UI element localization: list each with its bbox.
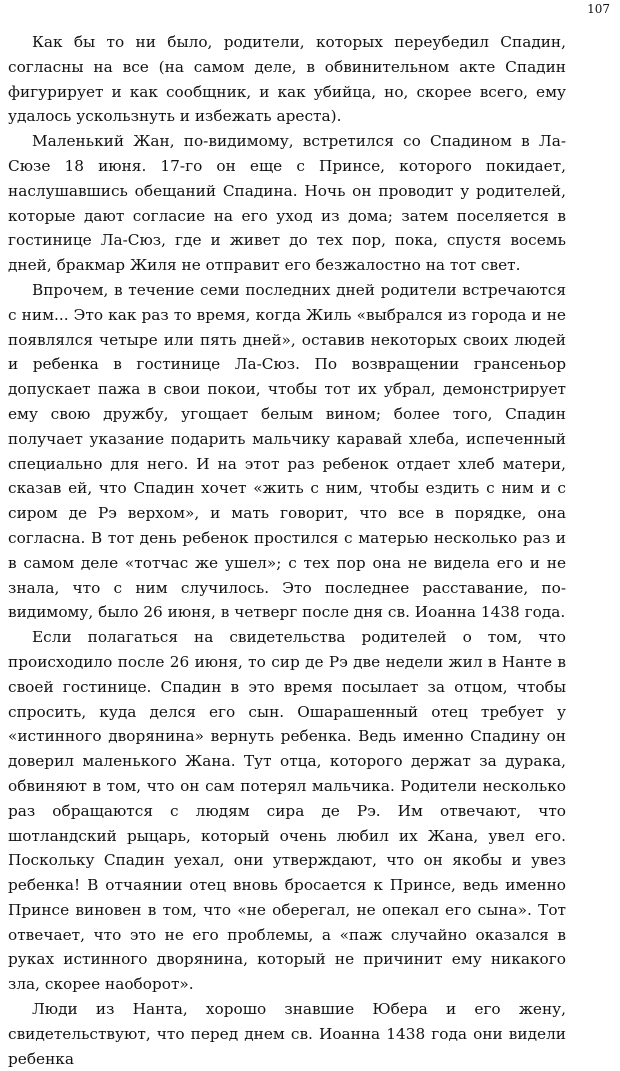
paragraph: Маленький Жан, по-видимому, встретился со Спадином в Ла-Сюзе 18 июня. 17-го он еще с Принсе, которого покидает, наслушавшись обещаний Спадина. Ночь он проводит у родителей, которые дают согласие на его уход из дома; затем поселяется в гостинице Ла-Сюз, где и живет до тех пор, пока, спустя восемь дней, бракмар Жиля не отправит его безжалостно на тот свет. [8, 132, 566, 275]
body-text [8, 30, 566, 1071]
paragraph: Люди из Нанта, хорошо знавшие Юбера и его жену, свидетельствуют, что перед днем св. Иоанна 1438 года они видели ребенка [8, 1000, 566, 1068]
paragraph: Если полагаться на свидетельства родителей о том, что происходило после 26 июня, то сир де Рэ две недели жил в Нанте в своей гостинице. Спадин в это время посылает за отцом, чтобы спросить, куда делся его сын. Ошарашенный отец требует у «истинного дворянина» вернуть ребенка. Ведь именно Спадину он доверил маленького Жана. Тут отца, которого держат за дурака, обвиняют в том, что он сам потерял мальчика. Родители несколько раз обращаются с людям сира де Рэ. Им отвечают, что шотландский рыцарь, который очень любил их Жана, увел его. Поскольку Спадин уехал, они утверждают, что он якобы и увез ребенка! В отчаянии отец вновь бросается к Принсе, ведь именно Принсе виновен в том, что «не оберегал, не опекал его сына». Тот отвечает, что это не его проблемы, а «паж случайно оказался в руках истинного дворянина, который не причинит ему никакого зла, скорее наоборот». [8, 628, 566, 994]
paragraph: Как бы то ни было, родители, которых переубедил Спадин, согласны на все (на самом деле, в обвинительном акте Спадин фигурирует и как сообщник, и как убийца, но, скорее всего, ему удалось ускользнуть и избежать ареста). [8, 33, 566, 126]
page-number: 107 [587, 2, 610, 16]
paragraph: Впрочем, в течение семи последних дней родители встречаются с ним... Это как раз то время, когда Жиль «выбрался из города и не появлялся четыре или пять дней», оставив некоторых своих людей и ребенка в гостинице Ла-Сюз. По возвращении грансеньор допускает пажа в свои покои, чтобы тот их убрал, демонстрирует ему свою дружбу, угощает белым вином; более того, Спадин получает указание подарить мальчику каравай хлеба, испеченный специально для него. И на этот раз ребенок отдает хлеб матери, сказав ей, что Спадин хочет «жить с ним, чтобы ездить с ним и с сиром де Рэ верхом», и мать говорит, что все в порядке, она согласна. В тот день ребенок простился с матерью несколько раз и в самом деле «тотчас же ушел»; с тех пор она не видела его и не знала, что с ним случилось. Это последнее расставание, по-видимому, было 26 июня, в четверг после дня св. Иоанна 1438 года. [8, 280, 566, 622]
